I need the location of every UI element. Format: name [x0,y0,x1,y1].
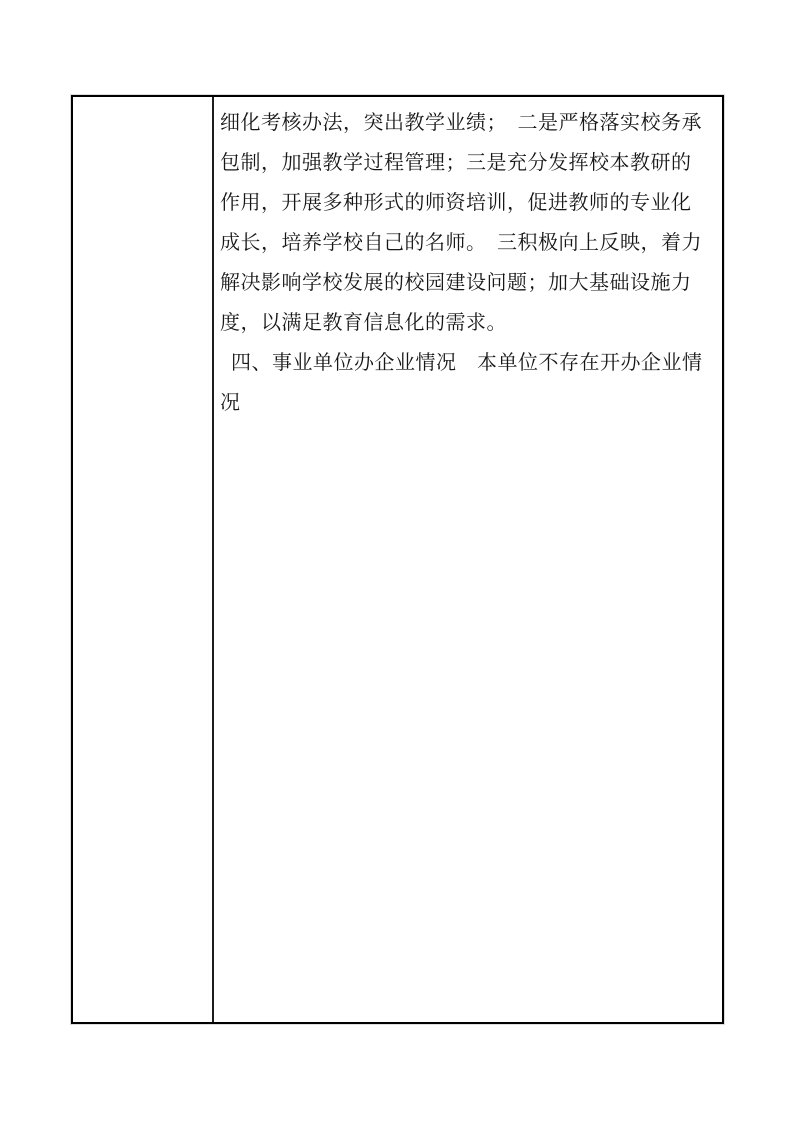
text-line: 包制，加强教学过程管理；三是充分发挥校本教研的 [220,152,692,174]
text-line: 成长，培养学校自己的名师。 三积极向上反映，着力 [220,232,702,254]
text-line: 细化考核办法，突出教学业绩； 二是严格落实校务承 [220,112,702,134]
text-line: 作用，开展多种形式的师资培训，促进教师的专业化 [220,192,692,214]
table-label-cell-empty [73,97,214,1022]
text-line: 度，以满足教育信息化的需求。 [220,312,507,334]
text-line: 解决影响学校发展的校园建设问题；加大基础设施力 [220,272,692,294]
text-line: 况 [220,392,241,414]
table-content-cell [214,97,722,1022]
text-line-section-heading: 四、事业单位办企业情况 本单位不存在开办企业情 [231,352,703,374]
report-table [71,95,724,1024]
